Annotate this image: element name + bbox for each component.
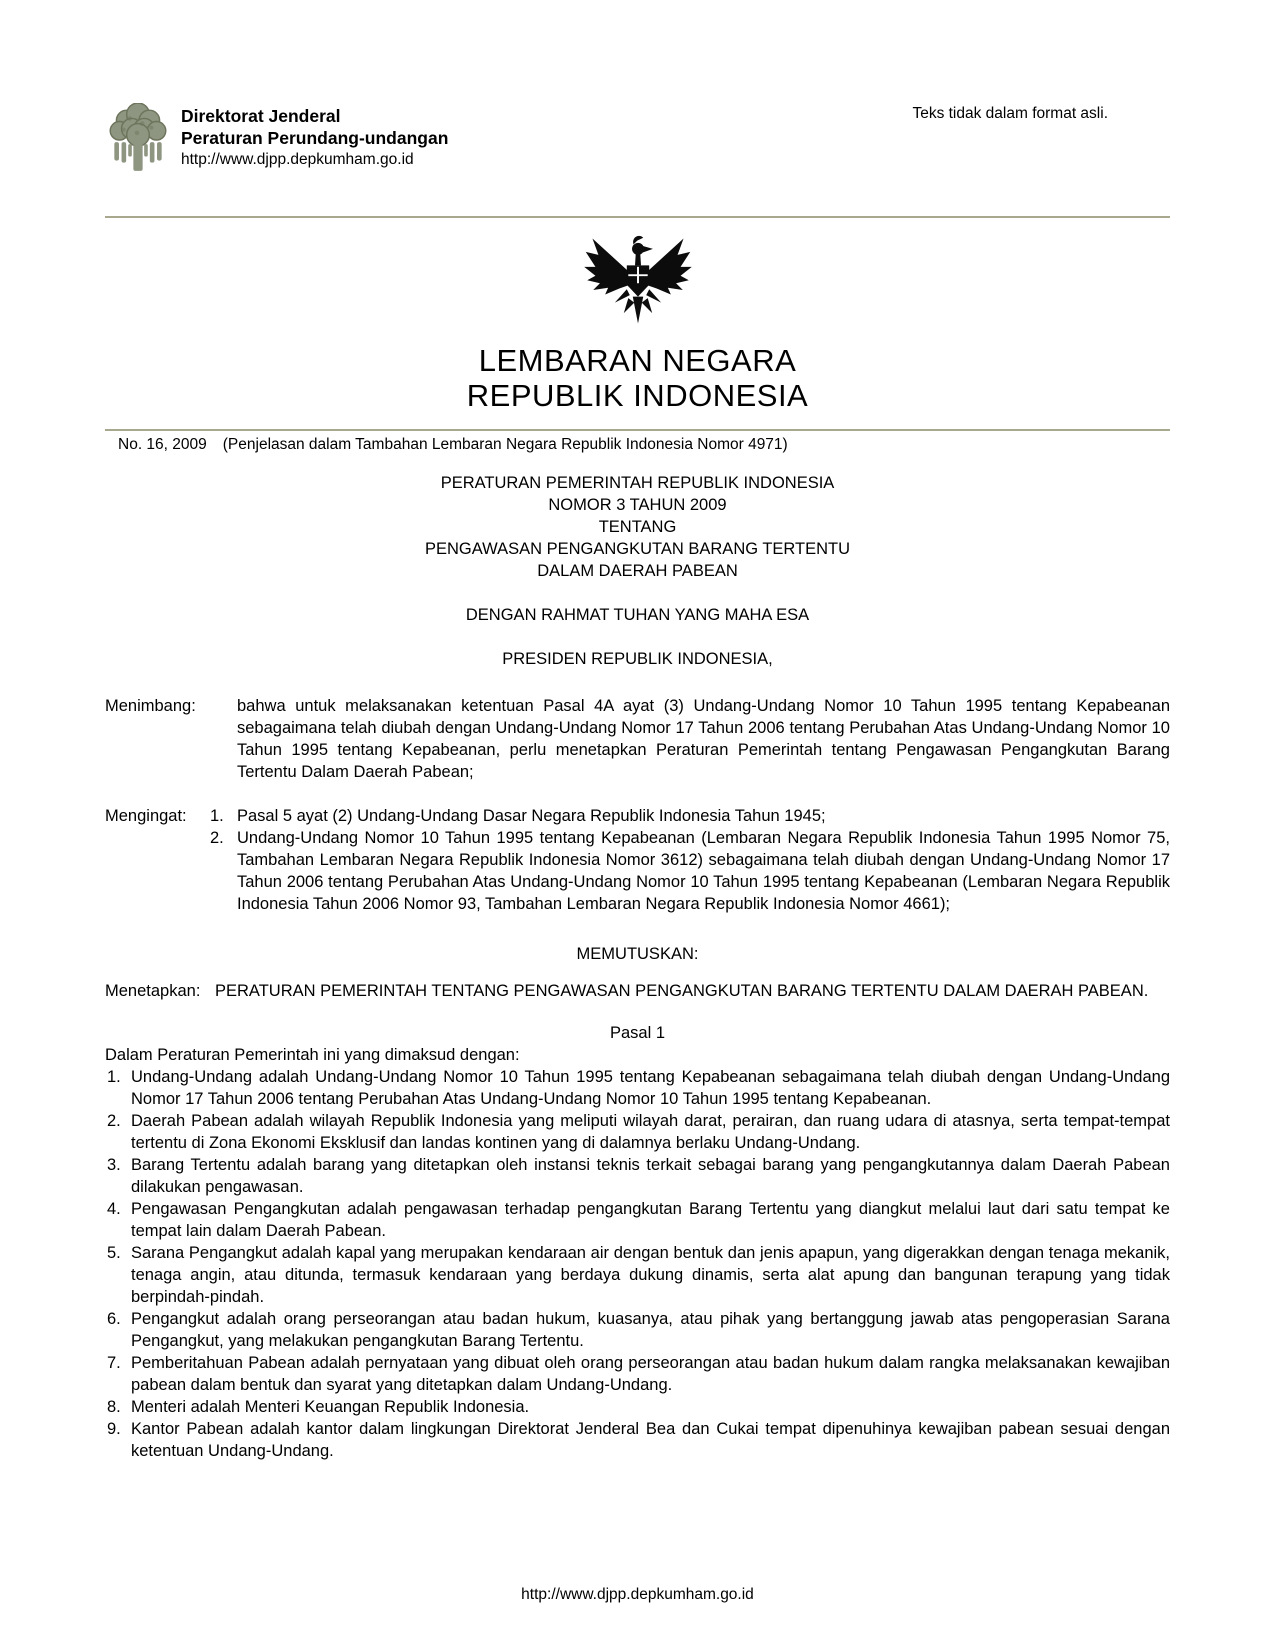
gazette-masthead (105, 224, 1170, 413)
legal-basis-label: Mengingat: (105, 807, 187, 825)
decision-heading: MEMUTUSKAN: (576, 945, 699, 963)
definition-item (105, 1066, 1170, 1110)
publisher-name-line2: Peraturan Perundang-undangan (181, 128, 449, 148)
item-number: 4. (107, 1200, 121, 1218)
item-number: 1. (107, 1068, 121, 1086)
definition-item (105, 1242, 1170, 1308)
document-body (105, 472, 1170, 1462)
footer-url: http://www.djpp.depkumham.go.id (521, 1586, 754, 1603)
item-number: 6. (107, 1310, 121, 1328)
item-text: Pasal 5 ayat (2) Undang-Undang Dasar Negara Republik Indonesia Tahun 1945; (237, 807, 826, 825)
item-text: Pengangkut adalah orang perseorangan atau badan hukum, kuasanya, atau pihak yang bertanggung jawab atas pengoperasian Sarana Pengangkut, yang melakukan pengangkutan Barang Tertentu. (131, 1310, 1170, 1350)
considerations-label: Menimbang: (105, 697, 196, 715)
item-text: Menteri adalah Menteri Keuangan Republik Indonesia. (131, 1398, 530, 1416)
regulation-title-line: PENGAWASAN PENGANGKUTAN BARANG TERTENTU (424, 540, 851, 558)
item-number: 7. (107, 1354, 121, 1372)
enactment-clause (105, 980, 1170, 1002)
legal-basis-list (210, 805, 1170, 915)
publisher-name-line1: Direktorat Jenderal (181, 106, 341, 126)
legal-basis-clause (105, 805, 1170, 915)
definition-item (105, 1418, 1170, 1462)
definitions-list (105, 1066, 1170, 1462)
page-header (105, 0, 1170, 180)
item-text: Undang-Undang Nomor 10 Tahun 1995 tentang Kepabeanan (Lembaran Negara Republik Indonesia Tahun 1995 Nomor 75, Tambahan Lembaran Negara Republik Indonesia Nomor 3612) sebagaimana telah diubah dengan Undang-Undang Nomor 17 Tahun 2006 tentang Perubahan Atas Undang-Undang Nomor 10 Tahun 1995 tentang Kepabeanan (Lembaran Negara Republik Indonesia Tahun 2006 Nomor 93, Tambahan Lembaran Negara Republik Indonesia Nomor 4661); (237, 829, 1170, 913)
legal-basis-item (210, 805, 1170, 827)
document-page (105, 0, 1170, 1462)
publisher-url: http://www.djpp.depkumham.go.id (181, 151, 414, 168)
invocation: DENGAN RAHMAT TUHAN YANG MAHA ESA (465, 606, 810, 624)
definition-item (105, 1308, 1170, 1352)
item-number: 5. (107, 1244, 121, 1262)
gazette-title-line1: LEMBARAN NEGARA (478, 343, 797, 378)
item-text: Sarana Pengangkut adalah kapal yang merupakan kendaraan air dengan bentuk dan jenis apapun, yang digerakkan dengan tenaga mekanik, tenaga angin, atau ditunda, termasuk kendaraan yang berdaya dukung dinamis, serta alat apung dan bangunan terapung yang tidak berpindah-pindah. (131, 1244, 1170, 1306)
article-intro: Dalam Peraturan Pemerintah ini yang dimaksud dengan: (105, 1046, 520, 1064)
definition-item (105, 1396, 1170, 1418)
item-text: Pemberitahuan Pabean adalah pernyataan yang dibuat oleh orang perseorangan atau badan hukum dalam rangka melaksanakan kewajiban pabean dalam bentuk dan syarat yang ditetapkan dalam Undang-Undang. (131, 1354, 1170, 1394)
item-number: 9. (107, 1420, 121, 1438)
masthead-divider (105, 429, 1170, 431)
definition-item (105, 1352, 1170, 1396)
item-text: Kantor Pabean adalah kantor dalam lingkungan Direktorat Jenderal Bea dan Cukai tempat dipenuhinya kewajiban pabean sesuai dengan ketentuan Undang-Undang. (131, 1420, 1170, 1460)
issuer: PRESIDEN REPUBLIK INDONESIA, (502, 650, 773, 668)
banyan-tree-logo-icon (105, 103, 171, 180)
regulation-title-line: DALAM DAERAH PABEAN (537, 562, 738, 580)
item-number: 8. (107, 1398, 121, 1416)
gazette-note: (Penjelasan dalam Tambahan Lembaran Negara Republik Indonesia Nomor 4971) (222, 436, 788, 453)
gazette-meta (105, 436, 1170, 454)
publisher-text (181, 103, 448, 170)
item-text: Barang Tertentu adalah barang yang ditetapkan oleh instansi teknis terkait sebagai barang yang pengangkutannya dalam Daerah Pabean dilakukan pengawasan. (131, 1156, 1170, 1196)
item-number: 1. (210, 807, 224, 825)
legal-basis-item (210, 827, 1170, 915)
definition-item (105, 1198, 1170, 1242)
regulation-title-line: NOMOR 3 TAHUN 2009 (548, 496, 727, 514)
considerations-clause (105, 695, 1170, 783)
item-number: 3. (107, 1156, 121, 1174)
regulation-title-line: PERATURAN PEMERINTAH REPUBLIK INDONESIA (440, 474, 835, 492)
item-text: Undang-Undang adalah Undang-Undang Nomor 10 Tahun 1995 tentang Kepabeanan sebagaimana telah diubah dengan Undang-Undang Nomor 17 Tahun 2006 tentang Perubahan Atas Undang-Undang Nomor 10 Tahun 1995 tentang Kepabeanan. (131, 1068, 1170, 1108)
enactment-text: PERATURAN PEMERINTAH TENTANG PENGAWASAN PENGANGKUTAN BARANG TERTENTU DALAM DAERAH PABEAN. (215, 982, 1149, 1000)
item-text: Daerah Pabean adalah wilayah Republik Indonesia yang meliputi wilayah darat, perairan, dan ruang udara di atasnya, serta tempat-tempat tertentu di Zona Ekonomi Eksklusif dan landas kontinen yang di dalamnya berlaku Undang-Undang. (131, 1112, 1170, 1152)
header-divider (105, 216, 1170, 218)
considerations-text: bahwa untuk melaksanakan ketentuan Pasal 4A ayat (3) Undang-Undang Nomor 10 Tahun 1995 tentang Kepabeanan sebagaimana telah diubah dengan Undang-Undang Nomor 17 Tahun 2006 tentang Perubahan Atas Undang-Undang Nomor 10 Tahun 1995 tentang Kepabeanan, perlu menetapkan Peraturan Pemerintah tentang Pengawasan Pengangkutan Barang Tertentu Dalam Daerah Pabean; (237, 697, 1170, 781)
item-number: 2. (210, 829, 224, 847)
item-number: 2. (107, 1112, 121, 1130)
garuda-pancasila-icon (582, 224, 694, 343)
format-notice: Teks tidak dalam format asli. (912, 105, 1108, 122)
regulation-title-line: TENTANG (598, 518, 677, 536)
gazette-title-line2: REPUBLIK INDONESIA (466, 378, 809, 413)
publisher-brand (105, 103, 448, 180)
item-text: Pengawasan Pengangkutan adalah pengawasan terhadap pengangkutan Barang Tertentu yang diangkut melalui laut dari satu tempat ke tempat lain dalam Daerah Pabean. (131, 1200, 1170, 1240)
enactment-label: Menetapkan: (105, 982, 201, 1000)
gazette-number: No. 16, 2009 (118, 436, 207, 453)
definition-item (105, 1110, 1170, 1154)
article-heading: Pasal 1 (609, 1024, 666, 1042)
regulation-title (105, 472, 1170, 582)
definition-item (105, 1154, 1170, 1198)
